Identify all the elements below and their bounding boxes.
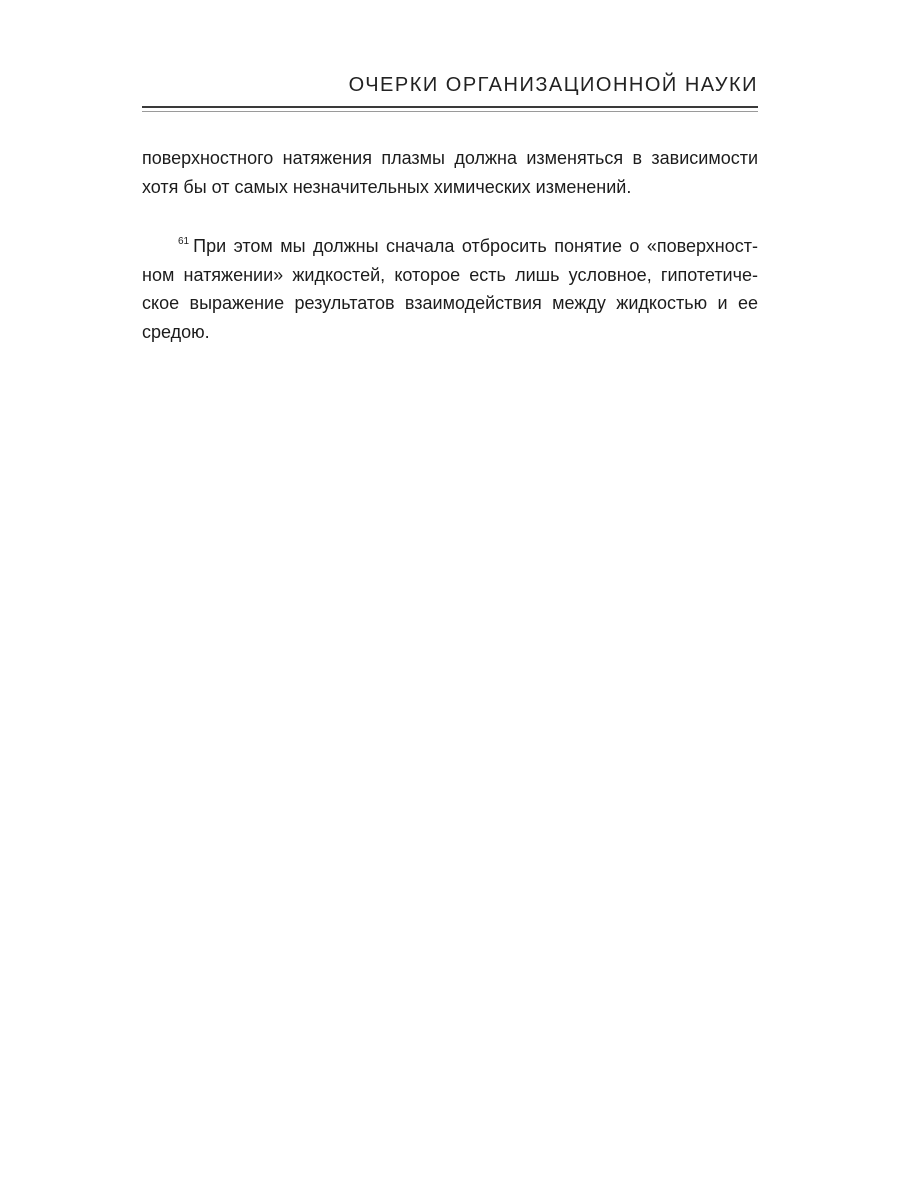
- body-paragraph: [142, 144, 758, 201]
- text-line: ское выражение результатов взаимодействия между жидкостью и ее: [142, 293, 758, 313]
- header-rule: [142, 106, 758, 108]
- text-line: хотя бы от самых незначительных химических изменений.: [142, 176, 632, 197]
- text-line: При этом мы должны сначала отбросить понятие о «поверхност-: [193, 236, 758, 256]
- footnote-marker: 61: [178, 236, 190, 247]
- text-line: ном натяжении» жидкостей, которое есть лишь условное, гипотетиче-: [142, 264, 758, 285]
- text-line: поверхностного натяжения плазмы должна изменяться в зависимости: [142, 148, 758, 168]
- footnote-first-line: [142, 228, 758, 261]
- header-rule-thin: [142, 111, 758, 112]
- text-line: средою.: [142, 321, 210, 342]
- footnote: [142, 228, 758, 346]
- running-head-title: ОЧЕРКИ ОРГАНИЗАЦИОННОЙ НАУКИ: [348, 74, 758, 96]
